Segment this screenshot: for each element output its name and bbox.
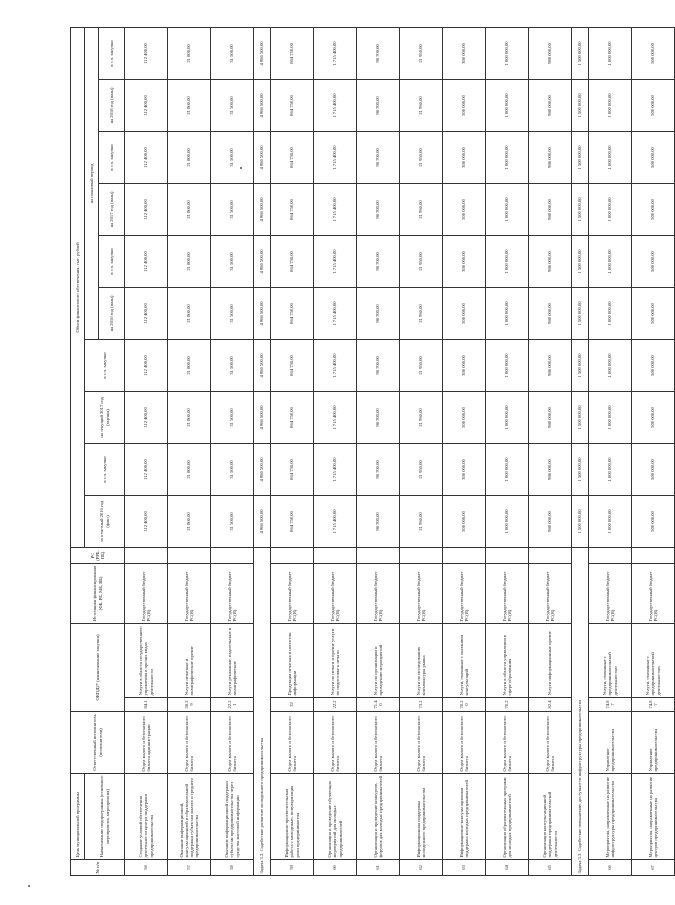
table-row [529,27,572,875]
amount-cell: 112 400,00 [125,287,168,339]
amount-cell: 1 000 000,00 [589,27,632,79]
amount-cell: 1 000 000,00 [589,287,632,339]
amount-cell: 980 000,00 [529,495,572,547]
row-number: 56 [125,860,168,876]
table-row [168,27,211,875]
row-number: 65 [529,860,572,876]
amount-cell: 864 750,00 [271,27,314,79]
amount-cell: 21 800,00 [168,443,211,495]
row-okpd-code: 74.87 [589,698,632,712]
amount-cell: 98 700,00 [357,235,400,287]
amount-cell: 98 700,00 [357,339,400,391]
amount-cell: 1 715 400,00 [314,495,357,547]
amount-cell: 21 800,00 [168,391,211,443]
row-rc [443,547,486,563]
amount-cell: 300 000,00 [443,391,486,443]
amount-cell: 1 715 400,00 [314,27,357,79]
amount-cell: 500 000,00 [632,443,675,495]
amount-cell: 864 750,00 [271,183,314,235]
header-volume: Объем финансового обеспечения, тыс. рублей [71,27,85,547]
row-responsible: Отдел малого и безопасного бизнеса [168,712,211,774]
amount-cell: 1 000 000,00 [589,183,632,235]
amount-cell: 980 000,00 [529,27,572,79]
row-number: 64 [486,860,529,876]
amount-cell: 1 000 000,00 [486,495,529,547]
row-okpd-name: Услуги по печати и прочие услуги по подготовке к печати [314,623,357,697]
amount-cell: 1 000 000,00 [589,339,632,391]
amount-cell: 300 000,00 [443,495,486,547]
amount-cell: 300 000,00 [443,287,486,339]
amount-cell: 98 700,00 [357,183,400,235]
amount-cell: 980 000,00 [529,287,572,339]
amount-cell: 500 000,00 [632,391,675,443]
amount-cell: 300 000,00 [443,235,486,287]
amount-cell: 1 715 400,00 [314,131,357,183]
table-row [125,27,168,875]
row-responsible: Отдел малого и безопасного бизнеса [400,712,443,774]
row-okpd-name: Услуги печатные и полиграфические прочие [168,623,211,697]
amount-cell: 864 750,00 [271,131,314,183]
amount-cell: 500 000,00 [632,235,675,287]
header-2017: на текущий 2017 год (оценка) [85,391,125,443]
amount-cell: 1 715 400,00 [314,183,357,235]
amount-cell: 21 950,00 [400,443,443,495]
amount-cell: 500 000,00 [632,79,675,131]
amount-cell: 1 000 000,00 [486,235,529,287]
amount-cell: 98 700,00 [357,495,400,547]
row-okpd-name: Услуги в области государственного управления в прочих видах деятельности [125,623,168,697]
amount-cell: 112 400,00 [125,79,168,131]
row-name: Организация образовательных программ для молодых предпринимателей [486,774,529,860]
amount-cell: 864 750,00 [271,495,314,547]
amount-cell: 21 950,00 [400,287,443,339]
amount-cell: 300 000,00 [443,131,486,183]
amount-cell: 980 000,00 [529,443,572,495]
amount-cell: 21 950,00 [400,79,443,131]
row-number: 66 [589,860,632,876]
row-okpd-name: Услуги рекламные, издательские и полиграфические [211,623,254,697]
row-okpd-name: Услуги в области управления в сфере образования [486,623,529,697]
row-name: Организация консультационной поддержки предпринимательской деятельности [529,774,572,860]
row-name: Мероприятия, направленные на развитие центров предпринимательства [632,774,675,860]
amount-cell: 1 000 000,00 [486,27,529,79]
row-responsible: Отдел малого и безопасного бизнеса [314,712,357,774]
amount-cell: 980 000,00 [529,339,572,391]
amount-cell: 500 000,00 [632,495,675,547]
row-rc [632,547,675,563]
table-sheet [70,28,661,876]
row-source: Государственный бюджет РС(Я) [125,563,168,623]
amount-cell: 1 000 000,00 [486,443,529,495]
header-rc: РС (РРБ, ПБ) [71,547,125,563]
row-number: 60 [314,860,357,876]
amount-cell: 21 800,00 [168,495,211,547]
row-okpd-code: 82.4 [529,698,572,712]
header-n: № п/п [71,860,125,876]
row-name: Организация и проведение конкурсов, форумов для молодых предпринимателей [357,774,400,860]
amount-cell: 4 986 500,00 [254,495,271,547]
task-title: Задача 3.2. Содействие развитию молодежного предпринимательства [254,547,271,875]
amount-cell: 21 950,00 [400,339,443,391]
amount-cell: 4 986 500,00 [254,79,271,131]
scan-speck [28,885,30,887]
task-title: Задача 3.3. Содействие повышению доступности инфраструктуры предпринимательства [572,547,589,875]
table-row [632,27,675,875]
amount-cell: 112 400,00 [125,443,168,495]
row-rc [314,547,357,563]
header-resp: Ответственный исполнитель (исполнители) [71,712,125,774]
amount-cell: 21 950,00 [400,131,443,183]
row-okpd-code: 74.87 [632,698,675,712]
amount-cell: 31 500,00 [211,79,254,131]
amount-cell: 21 800,00 [168,287,211,339]
amount-cell: 980 000,00 [529,391,572,443]
row-rc [529,547,572,563]
header-p2016: на 2016 год (план) [99,287,125,339]
amount-cell: 500 000,00 [632,27,675,79]
header-name: Наименование подпрограммы (основного мероприятия, мероприятия) [85,774,125,860]
row-okpd-name: Услуги, связанные с предпринимательской деятельностью [632,623,675,697]
header-p2017: на 2017 год (план) [99,183,125,235]
row-source: Государственный бюджет РС(Я) [211,563,254,623]
amount-cell: 1 000 000,00 [486,339,529,391]
amount-cell: 112 400,00 [125,235,168,287]
amount-cell: 1 000 000,00 [486,183,529,235]
amount-cell: 300 000,00 [443,27,486,79]
table-row [589,27,632,875]
row-number: 62 [400,860,443,876]
amount-cell: 1 000 000,00 [486,79,529,131]
row-number: 61 [357,860,400,876]
amount-cell: 1 000 000,00 [589,79,632,131]
amount-cell: 98 700,00 [357,443,400,495]
row-responsible: Отдел малого и безопасного бизнеса [271,712,314,774]
amount-cell: 21 950,00 [400,235,443,287]
amount-cell: 500 000,00 [632,183,675,235]
row-name: Создание условий обеспечения деятельности центра поддержки предпринимательства [125,774,168,860]
row-number: 67 [632,860,675,876]
amount-cell: 864 750,00 [271,339,314,391]
row-okpd-code: 71.40 [357,698,400,712]
row-source: Государственный бюджет РС(Я) [443,563,486,623]
amount-cell: 1 000 000,00 [486,391,529,443]
header-incl: в т.ч. закупки [85,339,125,391]
amount-cell: 1 500 000,00 [572,235,589,287]
row-okpd-code: 70.20 [443,698,486,712]
amount-cell: 112 400,00 [125,391,168,443]
amount-cell: 500 000,00 [632,339,675,391]
amount-cell: 21 950,00 [400,183,443,235]
amount-cell: 1 500 000,00 [572,79,589,131]
row-rc [589,547,632,563]
header-incl: в т.ч. закупки [99,131,125,183]
amount-cell: 112 400,00 [125,27,168,79]
amount-cell: 864 750,00 [271,287,314,339]
row-source: Государственный бюджет РС(Я) [486,563,529,623]
amount-cell: 1 000 000,00 [589,495,632,547]
row-okpd-code: 70.2 [486,698,529,712]
amount-cell: 1 500 000,00 [572,131,589,183]
header-goal: Цель муниципальной программы [71,774,85,860]
row-rc [486,547,529,563]
amount-cell: 980 000,00 [529,131,572,183]
row-source: Государственный бюджет РС(Я) [271,563,314,623]
amount-cell: 1 500 000,00 [572,443,589,495]
amount-cell: 98 700,00 [357,287,400,339]
amount-cell: 4 986 500,00 [254,339,271,391]
amount-cell: 21 800,00 [168,235,211,287]
amount-cell: 300 000,00 [443,443,486,495]
amount-cell: 980 000,00 [529,183,572,235]
row-name: Мероприятия, направленные на развитие инфраструктуры предпринимательства [589,774,632,860]
amount-cell: 1 715 400,00 [314,79,357,131]
table-row [271,27,314,875]
amount-cell: 112 400,00 [125,131,168,183]
row-responsible: Отдел малого и безопасного бизнеса [486,712,529,774]
amount-cell: 864 750,00 [271,443,314,495]
amount-cell: 1 000 000,00 [589,131,632,183]
row-rc [125,547,168,563]
amount-cell: 1 715 400,00 [314,391,357,443]
table-row [357,27,400,875]
row-okpd-code: 58.29 [168,698,211,712]
amount-cell: 31 500,00 [211,235,254,287]
amount-cell: 1 000 000,00 [486,287,529,339]
row-number: 58 [211,860,254,876]
amount-cell: 1 500 000,00 [572,287,589,339]
amount-cell: 98 700,00 [357,131,400,183]
amount-cell: 1 500 000,00 [572,495,589,547]
amount-cell: 21 800,00 [168,131,211,183]
amount-cell: 4 986 500,00 [254,287,271,339]
amount-cell: 1 000 000,00 [486,131,529,183]
task-row [254,27,271,875]
row-okpd-name: Услуги по исследованию конъюнктуры рынка [400,623,443,697]
row-name: Оказание информационной поддержки субъектам предпринимательства через средства массовой информации [211,774,254,860]
header-incl: в т.ч. закупки [99,27,125,79]
amount-cell: 31 500,00 [211,287,254,339]
row-number: 63 [443,860,486,876]
amount-cell: 4 986 500,00 [254,443,271,495]
amount-cell: 980 000,00 [529,235,572,287]
amount-cell: 21 950,00 [400,391,443,443]
amount-cell: 31 500,00 [211,131,254,183]
header-p2018: на 2018 год (план) [99,79,125,131]
amount-cell: 31 500,00 [211,443,254,495]
row-responsible: Отдел малого и безопасного бизнеса [357,712,400,774]
row-rc [400,547,443,563]
table-row [443,27,486,875]
table-row [400,27,443,875]
amount-cell: 300 000,00 [443,339,486,391]
row-source: Государственный бюджет РС(Я) [529,563,572,623]
table-body [125,27,675,875]
amount-cell: 4 986 500,00 [254,183,271,235]
table-row [211,27,254,875]
row-number: 59 [271,860,314,876]
amount-cell: 4 986 500,00 [254,131,271,183]
row-responsible: Отдел малого и безопасного бизнеса [443,712,486,774]
row-responsible: Управление предпринимательства [632,712,675,774]
row-okpd-code: 22.21 [211,698,254,712]
amount-cell: 98 700,00 [357,391,400,443]
header-incl: в т.ч. закупки [85,443,125,495]
row-okpd-name: Услуги, связанные с оказанием консультаций [443,623,486,697]
row-name: Информационно-просветительская работа с молодежью, популяризация роли предпринимателя [271,774,314,860]
amount-cell: 112 400,00 [125,495,168,547]
amount-cell: 864 750,00 [271,235,314,287]
row-okpd-code: 22.2 [314,698,357,712]
amount-cell: 31 500,00 [211,339,254,391]
row-name: Оказание информационной, консультационной и образовательной поддержки субъектам малого и среднего предпринимательства [168,774,211,860]
row-okpd-code: 84.1 [125,698,168,712]
amount-cell: 1 000 000,00 [589,235,632,287]
row-okpd-code: 32 [271,698,314,712]
row-name: Информационная поддержка молодежного предпринимательства [400,774,443,860]
amount-cell: 21 800,00 [168,183,211,235]
amount-cell: 112 400,00 [125,339,168,391]
header-planned: на плановый период [85,27,99,339]
table-row [486,27,529,875]
table-row [314,27,357,875]
row-rc [168,547,211,563]
task-row [572,27,589,875]
amount-cell: 1 500 000,00 [572,27,589,79]
row-source: Государственный бюджет РС(Я) [632,563,675,623]
amount-cell: 112 400,00 [125,183,168,235]
amount-cell: 1 500 000,00 [572,183,589,235]
row-responsible: Отдел малого и безопасного бизнеса администрации [125,712,168,774]
row-okpd-name: Услуги информационные прочие [529,623,572,697]
amount-cell: 1 715 400,00 [314,235,357,287]
amount-cell: 31 500,00 [211,27,254,79]
row-name: Организация и проведение обучающих мероприятий для молодых предпринимателей [314,774,357,860]
row-source: Государственный бюджет РС(Я) [314,563,357,623]
row-source: Государственный бюджет РС(Я) [357,563,400,623]
row-responsible: Отдел малого и безопасного бизнеса [211,712,254,774]
amount-cell: 31 500,00 [211,495,254,547]
amount-cell: 980 000,00 [529,79,572,131]
row-source: Государственный бюджет РС(Я) [589,563,632,623]
amount-cell: 98 700,00 [357,27,400,79]
procurement-table [70,27,675,876]
row-okpd-code: 73.2 [400,698,443,712]
amount-cell: 21 800,00 [168,339,211,391]
row-name: Информационно-консультационная поддержка молодых предпринимателей [443,774,486,860]
amount-cell: 300 000,00 [443,183,486,235]
row-okpd-name: Услуги по организации и проведению мероприятий [357,623,400,697]
amount-cell: 300 000,00 [443,79,486,131]
amount-cell: 864 750,00 [271,79,314,131]
row-number: 57 [168,860,211,876]
row-source: Государственный бюджет РС(Я) [168,563,211,623]
amount-cell: 1 000 000,00 [589,391,632,443]
amount-cell: 4 986 500,00 [254,235,271,287]
header-okpd: ОКПД2* (наименование закупки) [71,623,125,711]
row-okpd-name: Продукция печатная и носители информации [271,623,314,697]
amount-cell: 21 800,00 [168,27,211,79]
amount-cell: 31 500,00 [211,391,254,443]
amount-cell: 1 715 400,00 [314,443,357,495]
amount-cell: 864 750,00 [271,391,314,443]
row-responsible: Отдел малого и безопасного бизнеса [529,712,572,774]
amount-cell: 21 950,00 [400,27,443,79]
amount-cell: 500 000,00 [632,287,675,339]
rotated-page [70,28,661,876]
amount-cell: 1 715 400,00 [314,339,357,391]
amount-cell: 21 800,00 [168,79,211,131]
amount-cell: 1 715 400,00 [314,287,357,339]
row-rc [357,547,400,563]
amount-cell: 1 500 000,00 [572,339,589,391]
amount-cell: 1 500 000,00 [572,391,589,443]
row-okpd-name: Услуги, связанные с предпринимательской деятельностью [589,623,632,697]
amount-cell: 500 000,00 [632,131,675,183]
amount-cell: 4 986 500,00 [254,391,271,443]
row-rc [211,547,254,563]
amount-cell: 31 500,00 [211,183,254,235]
row-rc [271,547,314,563]
header-src: Источники финансирования (ФБ, РБ, МБ, ВБ) [71,563,125,623]
row-responsible: Управление предпринимательства [589,712,632,774]
amount-cell: 4 986 500,00 [254,27,271,79]
header-2016: за отчетный 2016 год (факт) [85,495,125,547]
amount-cell: 21 950,00 [400,495,443,547]
amount-cell: 1 000 000,00 [589,443,632,495]
row-source: Государственный бюджет РС(Я) [400,563,443,623]
amount-cell: 98 700,00 [357,79,400,131]
header-incl: в т.ч. закупки [99,235,125,287]
